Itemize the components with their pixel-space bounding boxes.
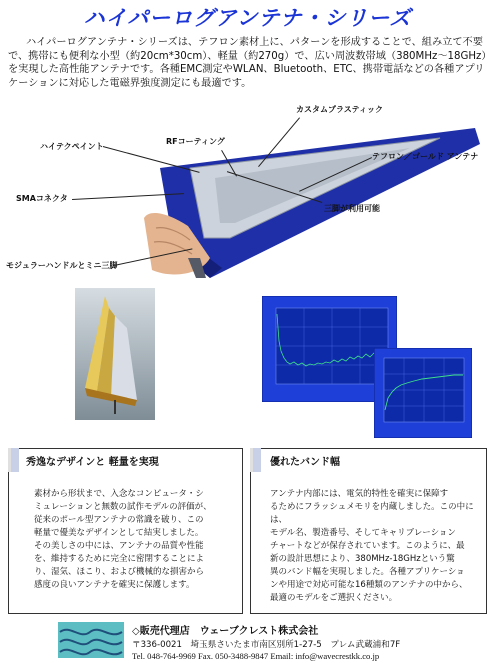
text-line: その美しさの中には、アンテナの品質や性能	[34, 541, 204, 551]
text-line: 新の設計思想により、380MHz-18GHzという驚	[270, 554, 455, 564]
text-line: チャートなどが保存されています。このように、最	[270, 541, 465, 551]
text-line: 従来のポール型アンテナの常識を破り、この	[34, 515, 204, 525]
page-title: ハイパーログアンテナ・シリーズ	[83, 6, 412, 30]
section-marker	[250, 448, 261, 472]
label-tripod: 三脚が利用可能	[324, 204, 380, 213]
text-line: 最適のモデルをご選択ください。	[270, 593, 398, 603]
text-line: 素材から形状まで、入念なコンピュータ・シ	[34, 489, 204, 499]
label-teflon-gold-antenna: テフロン／ゴールド アンテナ	[372, 152, 479, 161]
text-line: るためにフラッシュメモリを内蔵しました。この中には、	[270, 502, 474, 525]
design-heading: 秀逸なデザインと 軽量を実現	[26, 457, 159, 468]
distributor-address: 〒336-0021 埼玉県さいたま市南区別所1-27-5 プレム武蔵浦和7F	[132, 640, 401, 650]
text-line: り、湿気、ほこり、および機械的な損害から	[34, 567, 205, 577]
frequency-response-graph-2	[374, 348, 472, 438]
text-line: を、維持するために完全に密閉することによ	[34, 554, 205, 564]
label-hitech-paint: ハイテクペイント	[40, 142, 104, 151]
design-text	[34, 488, 234, 592]
text-line: アンテナ内部には、電気的特性を確実に保障す	[270, 489, 449, 499]
text-line: 異のバンド幅を実現しました。各種アプリケーショ	[270, 567, 465, 577]
intro-paragraph: ハイパーログアンテナ・シリーズは、テフロン素材上に、パターンを形成することで、組み立て不要で、携帯にも便利な小型（約20cm*30cm）、軽量（約270g）で、広い周波数帯域（380MHz～18GHz）を実現した高性能アンテナです。各種EMC測定やWLAN、Bluetooth、ETC、携帯電話などの各種アプリケーションに対応した電磁界強度測定にも最適です。	[8, 37, 487, 89]
bandwidth-heading: 優れたバンド幅	[270, 457, 340, 468]
text-line: 感度の良いアンテナを確実に保護します。	[34, 580, 195, 590]
text-line: 軽量で優美なデザインとして結実しました。	[34, 528, 204, 538]
section-marker	[8, 448, 19, 472]
distributor-name: ◇販売代理店 ウェーブクレスト株式会社	[132, 626, 319, 637]
label-modular-handle: モジュラーハンドルとミニ三脚	[6, 261, 118, 270]
company-logo	[58, 622, 124, 658]
text-line: モデル名、製造番号、そしてキャリブレーション	[270, 528, 456, 538]
text-line: ンや用途で対応可能な16種類のアンテナの中から、	[270, 580, 468, 590]
label-rf-coating: RFコーティング	[166, 137, 225, 146]
bandwidth-text	[270, 488, 484, 605]
antenna-product-illustration	[140, 108, 490, 278]
label-custom-plastic: カスタムプラスティック	[296, 105, 383, 114]
text-line: ミュレーションと無数の試作モデルの評価が、	[34, 502, 212, 512]
label-sma-connector: SMAコネクタ	[16, 194, 68, 203]
distributor-contact: Tel. 048-764-9969 Fax. 050-3488-9847 Email: info@wavecrestkk.co.jp	[132, 651, 380, 661]
antenna-photo	[75, 288, 155, 420]
